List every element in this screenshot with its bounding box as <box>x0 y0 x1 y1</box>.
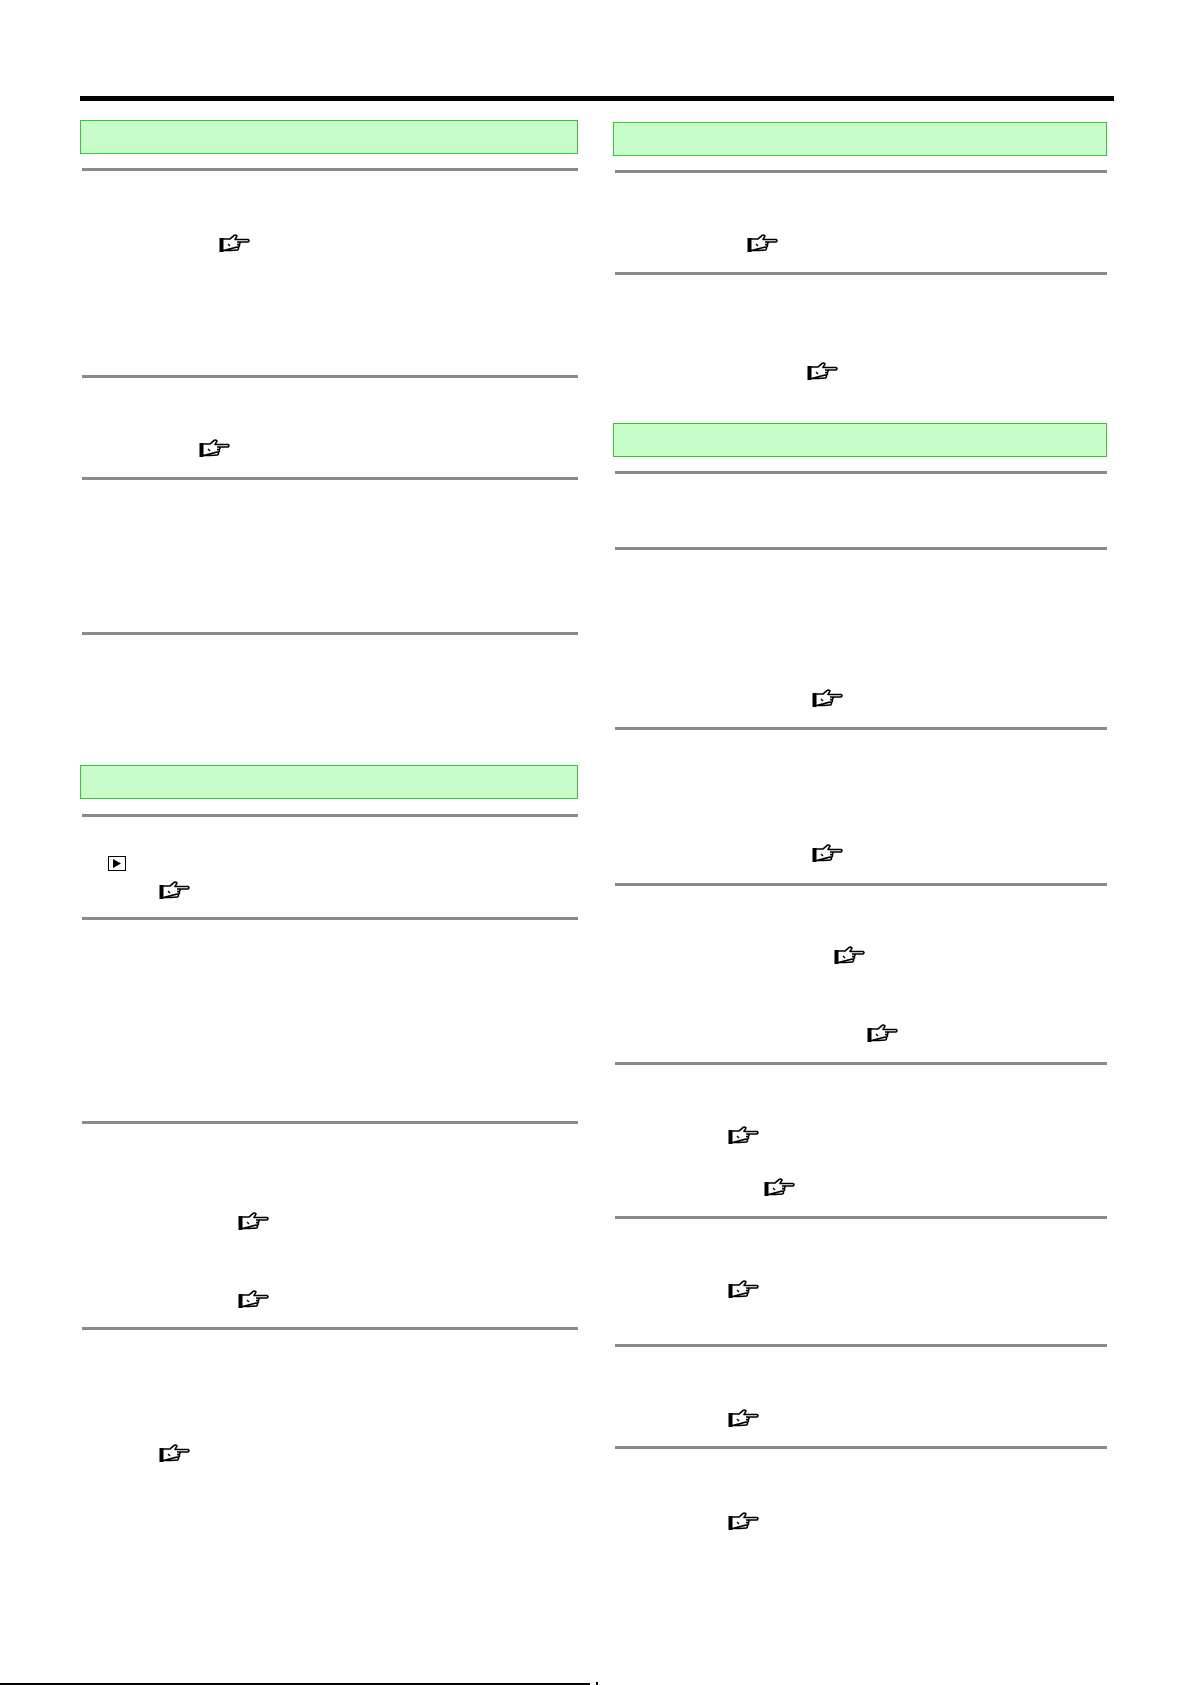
entry-divider <box>615 1446 1107 1449</box>
reference-icon[interactable] <box>219 233 251 255</box>
entry-divider <box>615 272 1107 275</box>
reference-icon[interactable] <box>867 1023 899 1045</box>
reference-icon[interactable] <box>199 438 231 460</box>
reference-icon[interactable] <box>159 1443 191 1465</box>
entry-divider <box>615 883 1107 886</box>
reference-icon[interactable] <box>728 1279 760 1301</box>
section-header-band <box>613 122 1107 156</box>
entry-divider <box>615 1062 1107 1065</box>
entry-divider <box>82 917 578 920</box>
entry-divider <box>615 547 1107 550</box>
reference-icon[interactable] <box>812 843 844 865</box>
reference-icon[interactable] <box>159 880 191 902</box>
reference-icon[interactable] <box>747 233 779 255</box>
entry-divider <box>615 727 1107 730</box>
reference-icon[interactable] <box>728 1125 760 1147</box>
entry-divider <box>615 471 1107 474</box>
entry-divider <box>82 168 578 171</box>
entry-divider <box>82 632 578 635</box>
reference-icon[interactable] <box>728 1408 760 1430</box>
entry-divider <box>82 375 578 378</box>
section-header-band <box>80 120 578 154</box>
reference-icon[interactable] <box>728 1511 760 1533</box>
entry-divider <box>615 1344 1107 1347</box>
section-header-band <box>80 765 578 799</box>
play-button-icon <box>108 856 126 871</box>
reference-icon[interactable] <box>834 945 866 967</box>
entry-divider <box>615 170 1107 173</box>
entry-divider <box>82 1121 578 1124</box>
entry-divider <box>82 814 578 817</box>
entry-divider <box>615 1216 1107 1219</box>
reference-icon[interactable] <box>807 361 839 383</box>
reference-icon[interactable] <box>764 1177 796 1199</box>
reference-icon[interactable] <box>238 1289 270 1311</box>
entry-divider <box>82 1327 578 1330</box>
reference-icon[interactable] <box>812 688 844 710</box>
section-header-band <box>613 423 1107 457</box>
reference-icon[interactable] <box>238 1211 270 1233</box>
page-top-rule <box>80 96 1114 101</box>
entry-divider <box>82 477 578 480</box>
